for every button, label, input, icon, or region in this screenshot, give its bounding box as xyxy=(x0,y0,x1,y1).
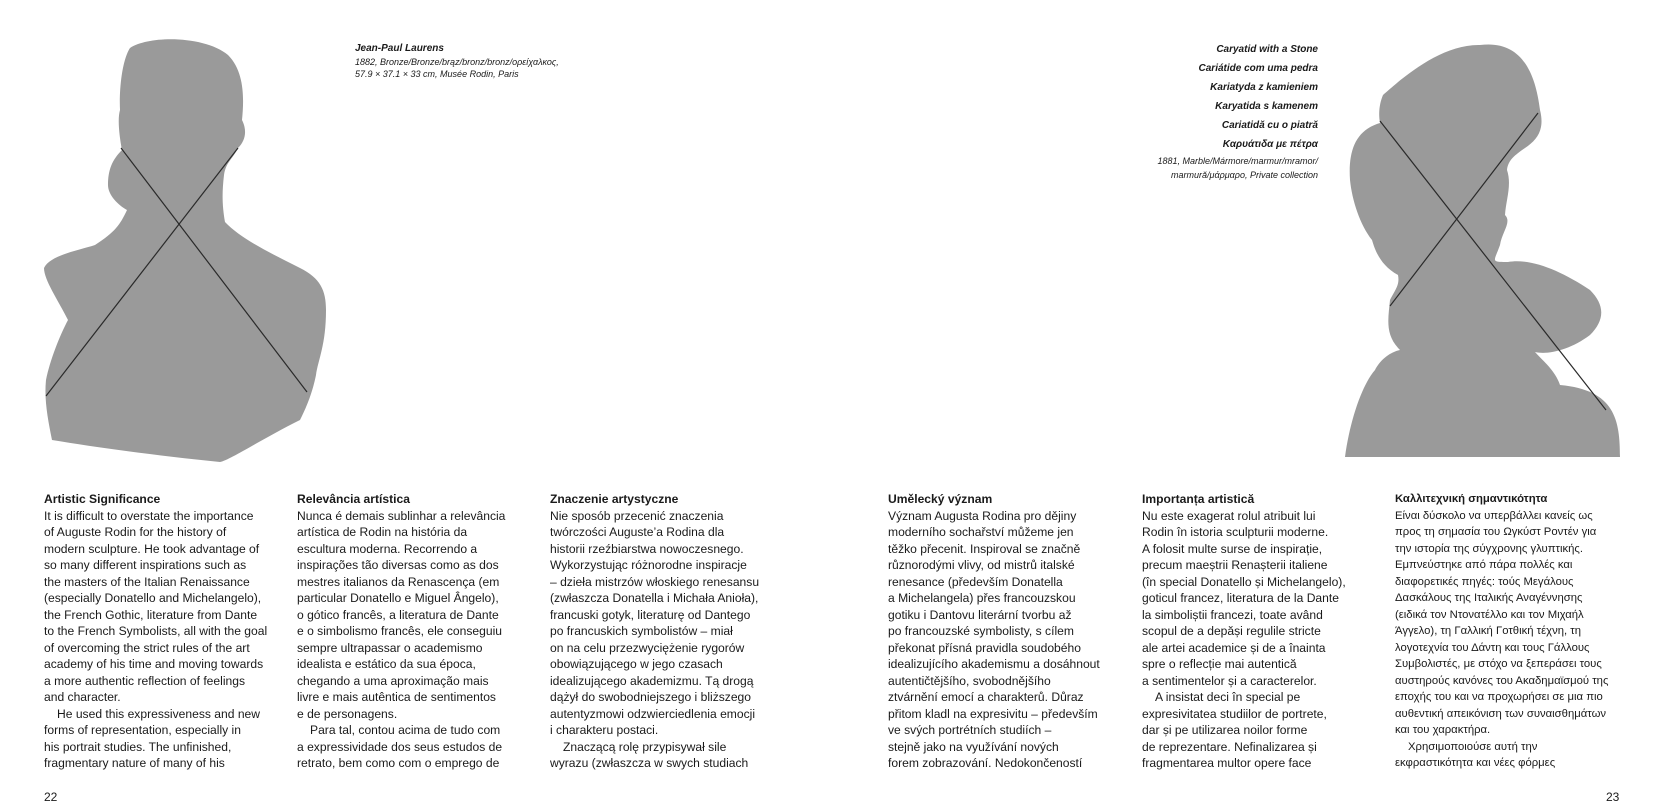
paragraph: He used this expressiveness and new forms of representation, especially in his portrait studies. The unfinished, fragmentary nature of many of his xyxy=(44,706,261,770)
caption-title-cs: Karyatida s kamenem xyxy=(1215,101,1318,112)
paragraph: Význam Augusta Rodina pro dějiny moderního sochařství můžeme jen těžko přecenit. Inspiroval se značně různorodými vlivy, od mistrů italské renesance (především Donatella a Michelangela) přes francouzskou gotiku i Dantovu literární tvorbu až po francouzské symbolisty, s cílem překonat přísná pravidla soudobého idealizujícího akademismu a dosáhnout autentičtějšího, svobodnějšího ztvárnění emocí a charakterů. Důraz přitom kladl na expresivitu – především ve svých portrétních studiích – stejně jako na využívání nových forem zobrazování. Nedokončeností xyxy=(888,508,1100,770)
section-heading: Importanța artistică xyxy=(1142,492,1255,506)
text-column-cs xyxy=(888,491,1128,772)
artwork-caption-left xyxy=(355,42,615,80)
caption-meta-line: 1882, Bronze/Bronze/brąz/bronz/bronz/ορείχαλκος, xyxy=(355,57,559,67)
caption-title-el: Καρυάτιδα με πέτρα xyxy=(1222,139,1318,150)
text-column-pt xyxy=(297,491,533,772)
paragraph: It is difficult to overstate the importance of Auguste Rodin for the history of modern sculpture. He took advantage of so many different inspirations such as the masters of the Italian Renaissance (especially Donatello and Michelangelo), the French Gothic, literature from Dante to the French Symbolists, all with the goal of overcoming the strict rules of the art academy of his time and moving towards a more authentic reflection of feelings and character. xyxy=(44,508,268,704)
section-heading: Artistic Significance xyxy=(44,492,161,506)
paragraph: Nu este exagerat rolul atribuit lui Rodin în istoria sculpturii moderne. A folosit multe surse de inspirație, precum maeștrii Renașterii italiene (în special Donatello și Michelangelo), goticul francez, literatura de la Dante la simboliștii francezi, toate având scopul de a depăși regulile stricte ale artei academice și de a înainta spre o reflecție mai autentică a sentimentelor și a caracterelor. xyxy=(1142,508,1346,688)
paragraph: Χρησιμοποιούσε αυτή την εκφραστικότητα και νέες φόρμες xyxy=(1395,740,1556,769)
text-column-en xyxy=(44,491,280,772)
section-heading: Umělecký význam xyxy=(888,492,993,506)
caryatid-shape xyxy=(1345,44,1620,457)
page-number-left: 22 xyxy=(44,790,58,804)
section-heading: Znaczenie artystyczne xyxy=(550,492,679,506)
caption-meta-line: 57.9 × 37.1 × 33 cm, Musée Rodin, Paris xyxy=(355,68,519,79)
paragraph: Nie sposób przecenić znaczenia twórczości Auguste’a Rodina dla historii rzeźbiarstwa nowoczesnego. Wykorzystując różnorodne inspiracje – dzieła mistrzów włoskiego renesansu (zwłaszcza Donatella i Michała Anioła), francuski gotyk, literaturę od Dantego po francuskich symbolistów – miał on na celu przezwyciężenie rygorów obowiązującego w jego czasach idealizującego akademizmu. Tą drogą dążył do swobodniejszego i bliższego autentyzmowi odzwierciedlenia emocji i charakteru postaci. xyxy=(550,508,760,737)
artwork-caption-right xyxy=(1110,40,1318,181)
section-heading: Relevância artística xyxy=(297,492,410,506)
caption-title-en: Caryatid with a Stone xyxy=(1216,44,1318,55)
paragraph: Είναι δύσκολο να υπερβάλλει κανείς ως προς τη σημασία του Ωγκύστ Ροντέν για την ιστορία της σύγχρονης γλυπτικής. Εμπνεύστηκε από πάρα πολλές και διαφορετικές πηγές: τούς Μεγάλους Δασκάλους της Ιταλικής Αναγέννησης (ειδικά τον Ντονατέλλο και τον Μιχαήλ Άγγελο), τη Γαλλική Γοτθική τέχνη, τη λογοτεχνία του Δάντη και τους Γάλλους Συμβολιστές, με στόχο να ξεπεράσει τους αυστηρούς κανόνες του Ακαδημαϊσμού της εποχής του και να προχωρήσει σε μια πιο αυθεντική απεικόνιση των συναισθημάτων και του χαρακτήρα. xyxy=(1395,509,1609,736)
caption-title: Jean-Paul Laurens xyxy=(355,43,444,54)
caption-title-pt: Cariátide com uma pedra xyxy=(1198,63,1318,74)
text-column-pl xyxy=(550,491,800,772)
section-heading: Καλλιτεχνική σημαντικότητα xyxy=(1395,493,1548,505)
paragraph: A insistat deci în special pe expresivitatea studiilor de portrete, dar și pe utilizarea noilor forme de reprezentare. Nefinalizarea și fragmentarea multor opere face xyxy=(1142,690,1327,770)
paragraph: Para tal, contou acima de tudo com a expressividade dos seus estudos de retrato, bem como com o emprego de xyxy=(297,723,503,770)
text-column-el xyxy=(1395,491,1657,772)
caption-title-ro: Cariatidă cu o piatră xyxy=(1221,120,1318,131)
caption-meta-line: 1881, Marble/Mármore/marmur/mramor/ xyxy=(1157,156,1318,166)
caption-meta-line: marmură/μάρμαρο, Private collection xyxy=(1171,169,1318,180)
page-number-right: 23 xyxy=(1606,790,1620,804)
paragraph: Znaczącą rolę przypisywał sile wyrazu (zwłaszcza w swych studiach xyxy=(550,739,749,770)
paragraph: Nunca é demais sublinhar a relevância artística de Rodin na história da escultura moderna. Recorrendo a inspirações tão diversas como as dos mestres italianos da Renascença (em particular Donatello e Miguel Ângelo), o gótico francês, a literatura de Dante e o simbolismo francês, ele conseguiu sempre ultrapassar o academismo idealista e estático da sua época, chegando a uma aproximação mais livre e mais autêntica de sentimentos e de personagens. xyxy=(297,508,506,721)
text-column-ro xyxy=(1142,491,1382,772)
caption-title-pl: Kariatyda z kamieniem xyxy=(1210,82,1318,93)
